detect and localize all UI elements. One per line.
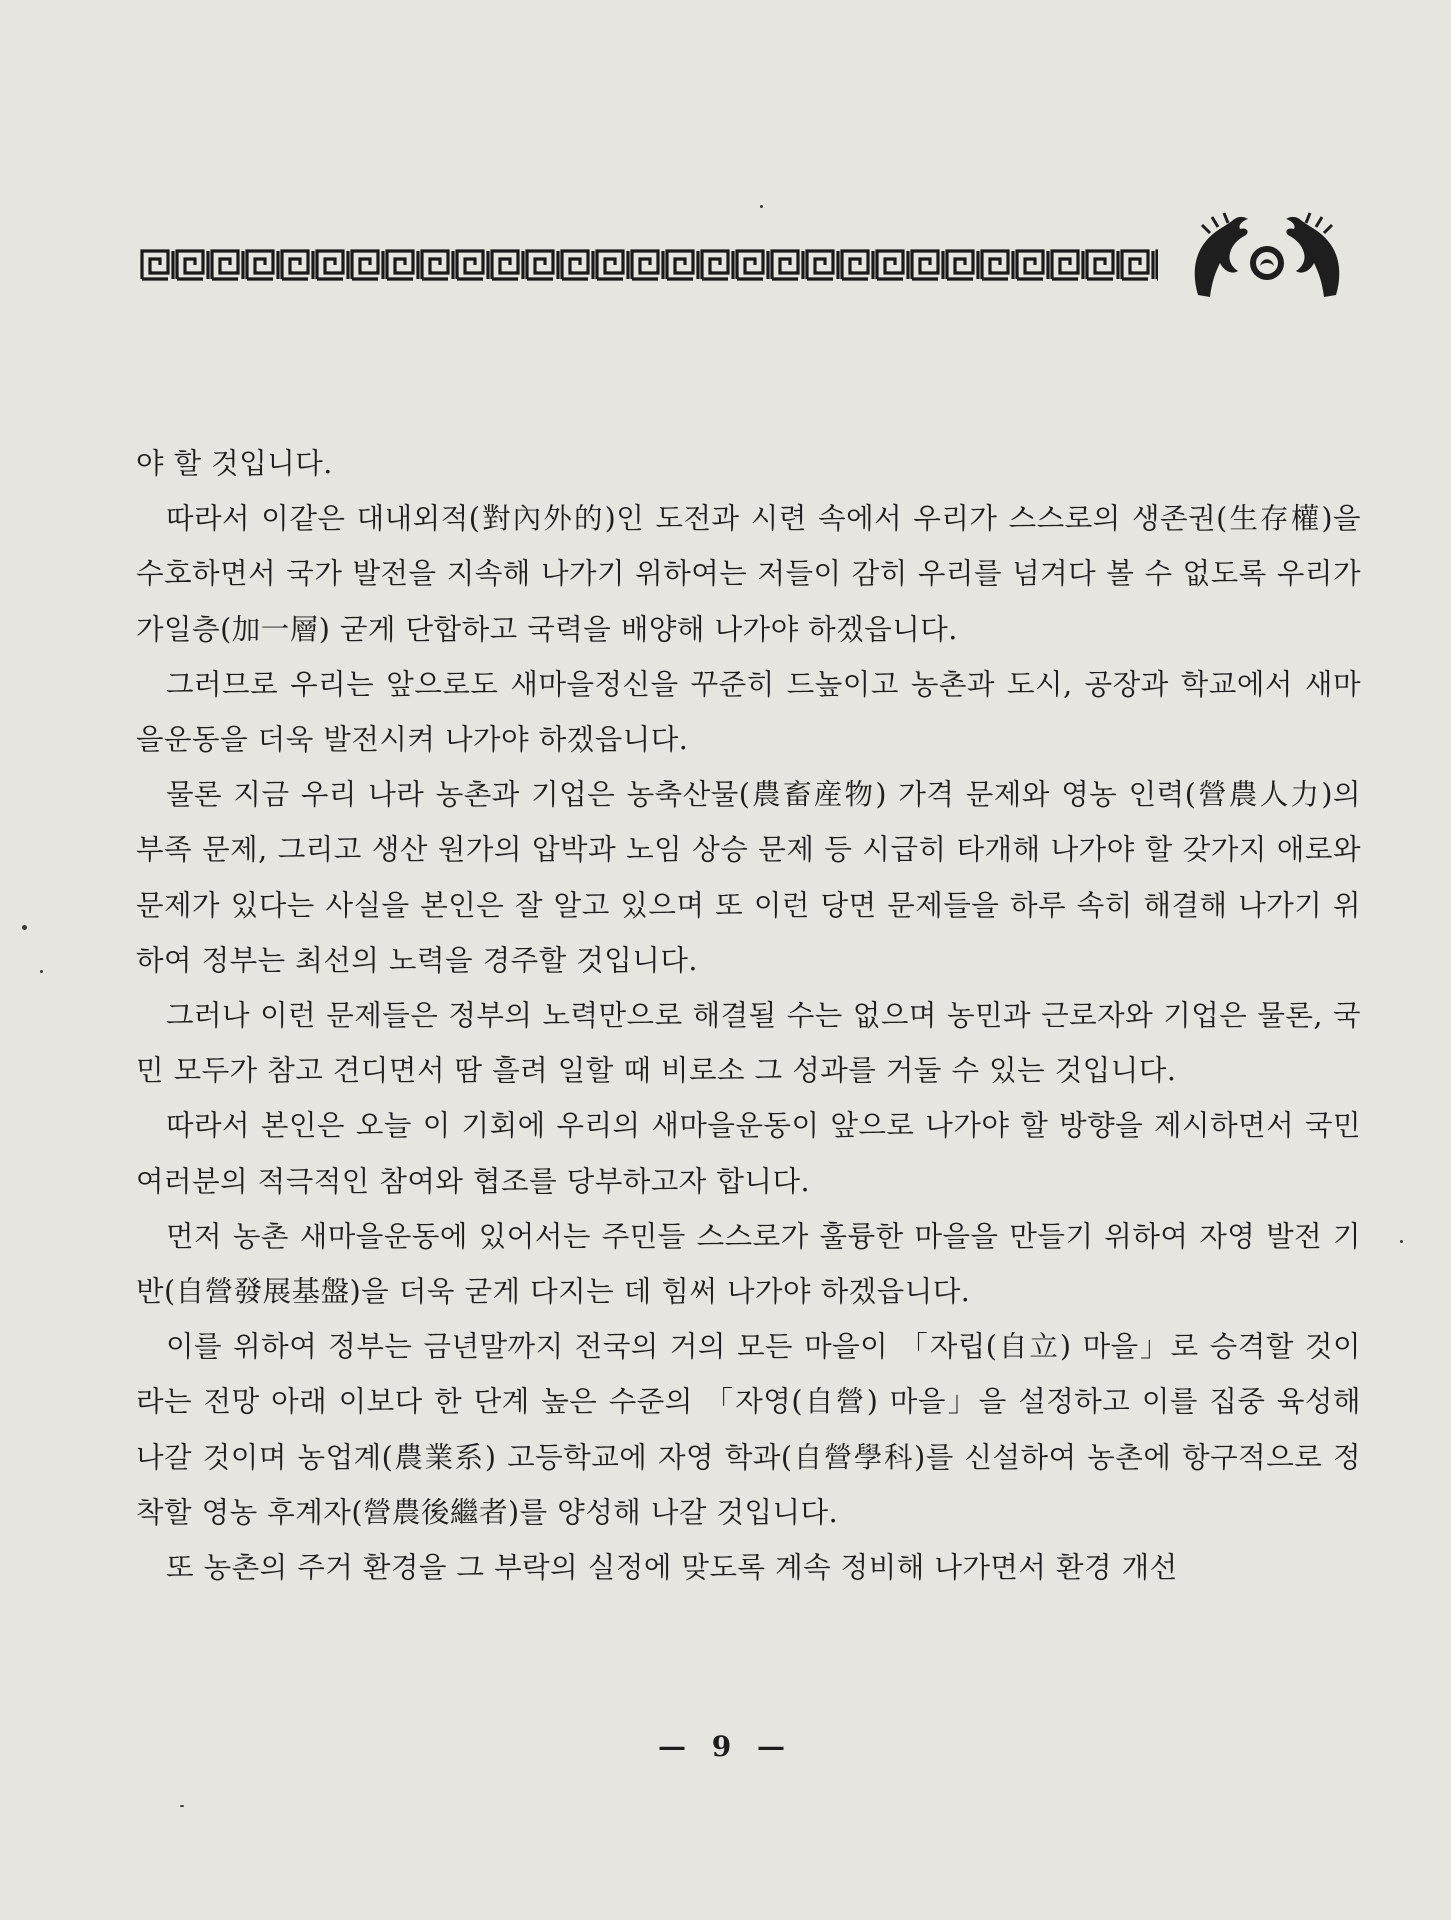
paragraph: 물론 지금 우리 나라 농촌과 기업은 농축산물(農畜産物) 가격 문제와 영농 인력(營農人力)의 부족 문제, 그리고 생산 원가의 압박과 노임 상승 문제 등 시급히 타개해 나가야 할 갖가지 애로와 문제가 있다는 사실을 본인은 잘 알고 있으며 또 이런 당면 문제들을 하루 속히 해결해 나가기 위하여 정부는 최선의 노력을 경주할 것입니다. (136, 778, 1361, 977)
paragraph: 따라서 본인은 오늘 이 기회에 우리의 새마을운동이 앞으로 나가야 할 방향을 제시하면서 국민 여러분의 적극적인 참여와 협조를 당부하고자 합니다. (136, 1109, 1361, 1198)
paragraph: 따라서 이같은 대내외적(對內外的)인 도전과 시련 속에서 우리가 스스로의 생존권(生存權)을 수호하면서 국가 발전을 지속해 나가기 위하여는 저들이 감히 우리를 넘겨다 볼 수 없도록 우리가 가일층(加一層) 굳게 단합하고 국력을 배양해 나가야 하겠읍니다. (136, 502, 1361, 646)
print-speck (22, 925, 27, 930)
document-body (136, 436, 1361, 1595)
paragraph: 먼저 농촌 새마을운동에 있어서는 주민들 스스로가 훌륭한 마을을 만들기 위하여 자영 발전 기반(自營發展基盤)을 더욱 굳게 다지는 데 힘써 나가야 하겠읍니다. (136, 1219, 1361, 1309)
paragraph: 야 할 것입니다. (136, 447, 333, 480)
paragraph: 그러므로 우리는 앞으로도 새마을정신을 꾸준히 드높이고 농촌과 도시, 공장과 학교에서 새마을운동을 더욱 발전시켜 나가야 하겠읍니다. (136, 667, 1361, 757)
paragraph: 또 농촌의 주거 환경을 그 부락의 실정에 맞도록 계속 정비해 나가면서 환경 개선 (166, 1551, 1178, 1585)
print-speck (1400, 1240, 1403, 1243)
page-number: — 9 — (658, 1730, 793, 1763)
print-speck (40, 970, 43, 973)
print-speck (760, 205, 763, 208)
paragraph: 그러나 이런 문제들은 정부의 노력만으로 해결될 수는 없으며 농민과 근로자와 기업은 물론, 국민 모두가 참고 견디면서 땀 흘려 일할 때 비로소 그 성과를 거둘 수 있는 것입니다. (136, 999, 1361, 1088)
greek-key-border (140, 247, 1158, 283)
page-header-ornament (140, 205, 1360, 315)
dragon-emblem-icon (1188, 205, 1346, 305)
print-speck (180, 1805, 184, 1807)
paragraph: 이를 위하여 정부는 금년말까지 전국의 거의 모든 마을이 「자립(自立) 마을」로 승격할 것이라는 전망 아래 이보다 한 단계 높은 수준의 「자영(自營) 마을」을 설정하고 이를 집중 육성해 나갈 것이며 농업계(農業系) 고등학교에 자영 학과(自營學科)를 신설하여 농촌에 항구적으로 정착할 영농 후계자(營農後繼者)를 양성해 나갈 것입니다. (136, 1330, 1361, 1529)
